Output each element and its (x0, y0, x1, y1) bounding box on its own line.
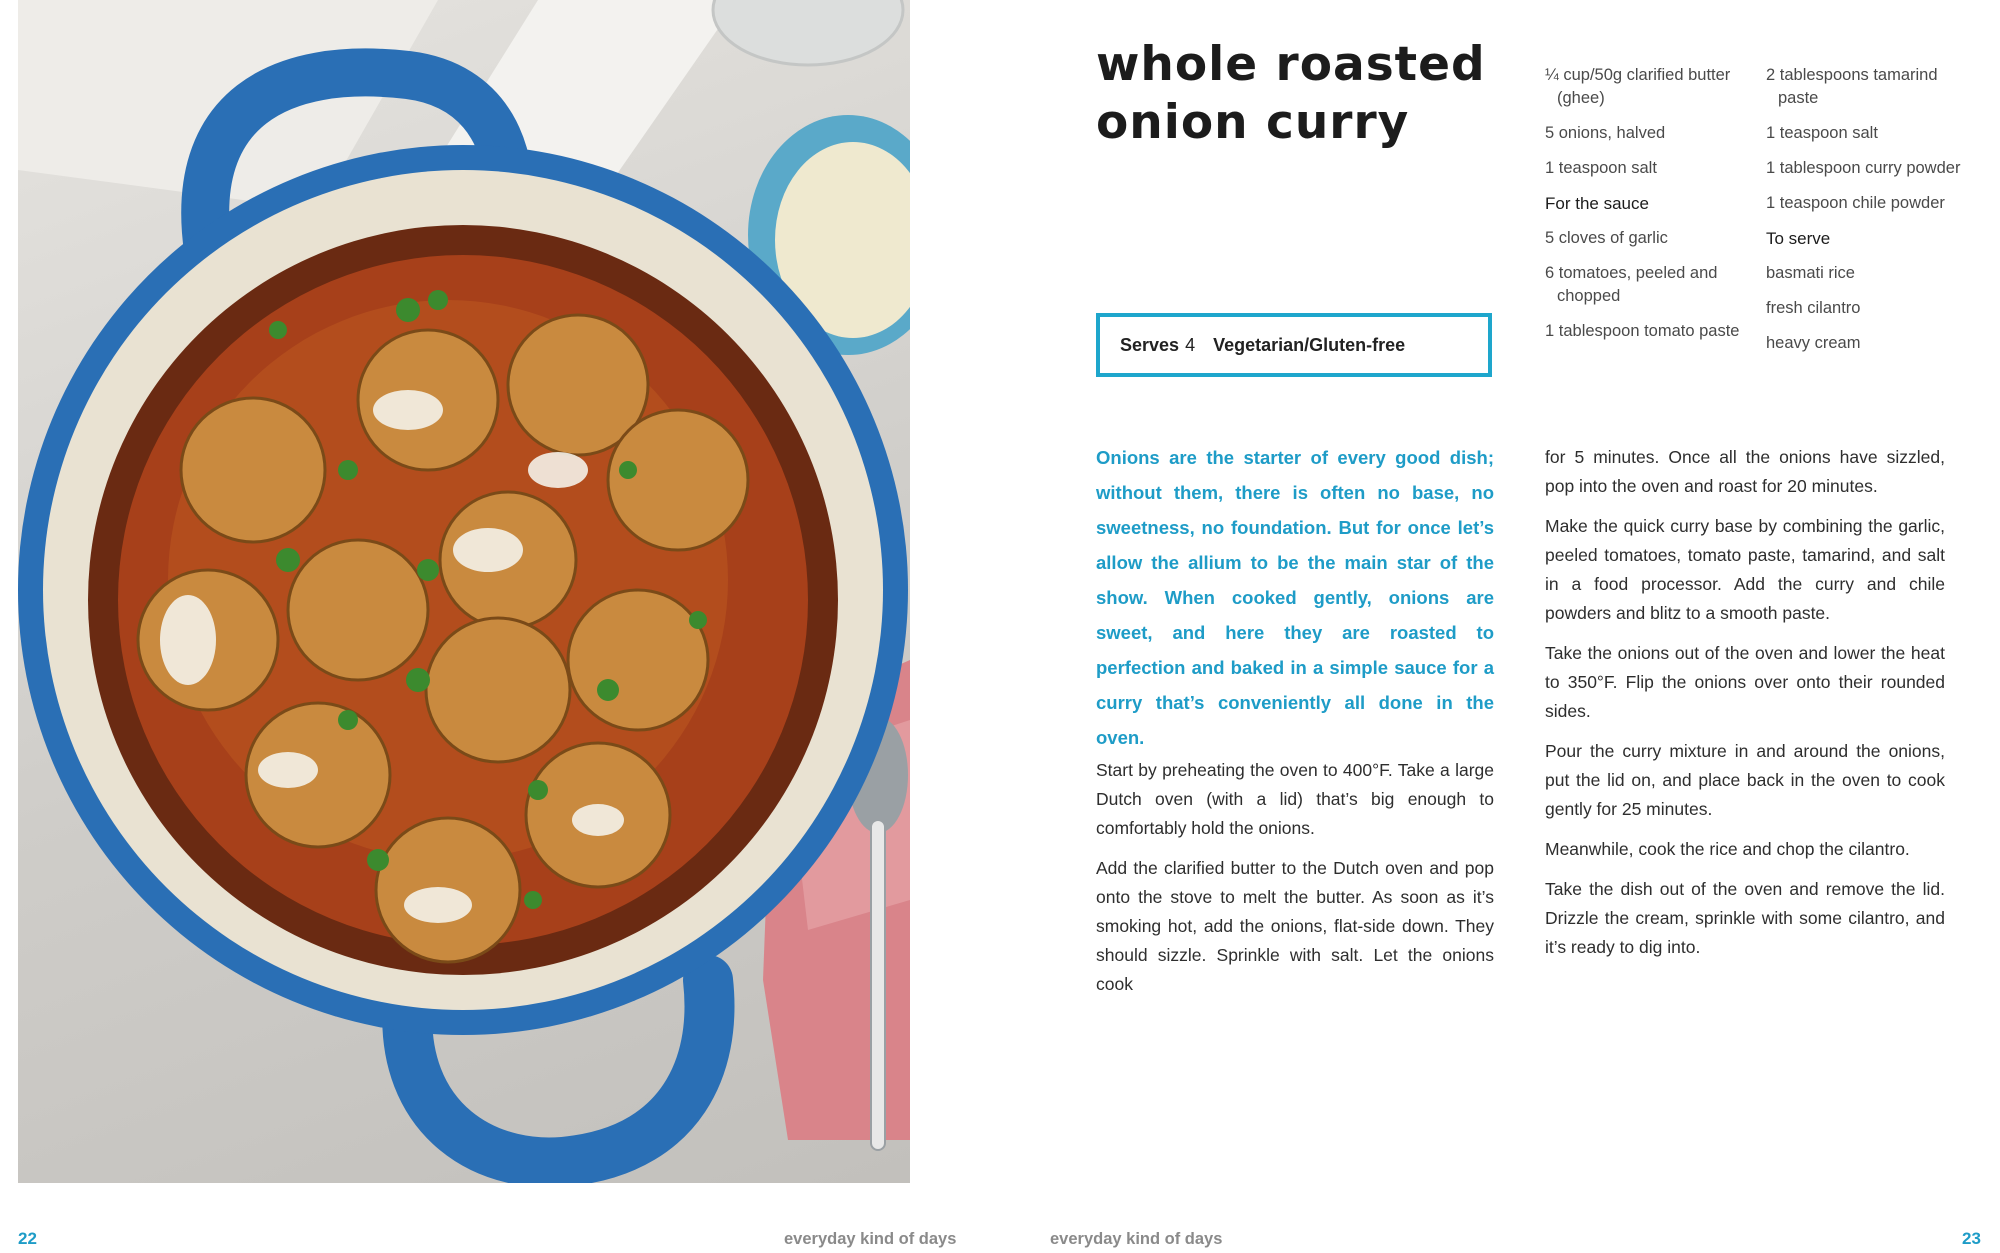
method-paragraph: for 5 minutes. Once all the onions have sizzled, pop into the oven and roast for 20 minutes. (1545, 447, 1945, 496)
serves-label: Serves (1120, 334, 1180, 355)
ingredient-item: 1 tablespoon curry powder (1766, 159, 1961, 177)
ingredient-item: 1 teaspoon chile powder (1766, 194, 1945, 212)
ingredient-item: heavy cream (1766, 334, 1861, 352)
method-left-column (1096, 756, 1494, 1010)
serves-value: 4 (1185, 334, 1196, 355)
intro-paragraph: Onions are the starter of every good dish; without them, there is often no base, no sweetness, no foundation. But for once let’s allow the allium to be the main star of the show. When cooked gently, onions are sweet, and here they are roasted to perfection and baked in a simple sauce for a curry that’s conveniently all done in the oven. (1096, 447, 1494, 748)
ingredients-column-2 (1766, 64, 1966, 367)
page-number-right: 23 (1962, 1229, 1981, 1248)
ingredient-item: 6 tomatoes, peeled and chopped (1545, 264, 1718, 305)
method-paragraph: Take the dish out of the oven and remove the lid. Drizzle the cream, sprinkle with some cilantro, and it’s ready to dig into. (1545, 879, 1945, 957)
method-paragraph: Add the clarified butter to the Dutch oven and pop onto the stove to melt the butter. As soon as it’s smoking hot, add the onions, flat-side down. They should sizzle. Sprinkle with salt. Let the onions cook (1096, 858, 1494, 994)
ingredient-item: 1 teaspoon salt (1766, 124, 1878, 142)
page-number-left: 22 (18, 1229, 37, 1248)
serves-box (1096, 313, 1492, 377)
ingredient-item: 5 onions, halved (1545, 124, 1666, 142)
recipe-title (1096, 36, 1516, 152)
method-paragraph: Pour the curry mixture in and around the onions, put the lid on, and place back in the oven to cook gently for 25 minutes. (1545, 741, 1945, 819)
method-paragraph: Meanwhile, cook the rice and chop the cilantro. (1545, 839, 1910, 859)
ingredient-item: ¼ cup/50g clarified butter (ghee) (1545, 66, 1731, 107)
method-paragraph: Start by preheating the oven to 400°F. Take a large Dutch oven (with a lid) that’s big enough to comfortably hold the onions. (1096, 760, 1494, 838)
method-paragraph: Take the onions out of the oven and lower the heat to 350°F. Flip the onions over onto their rounded sides. (1545, 643, 1945, 721)
ingredient-item: 2 tablespoons tamarind paste (1766, 66, 1938, 107)
recipe-title-line2: onion curry (1096, 95, 1410, 150)
recipe-title-line1: whole roasted (1096, 37, 1486, 92)
method-paragraph: Make the quick curry base by combining the garlic, peeled tomatoes, tomato paste, tamarind, and salt in a food processor. Add the curry and chile powders and blitz to a smooth paste. (1545, 516, 1945, 623)
ingredients-column-1 (1545, 64, 1745, 355)
ingredient-item: basmati rice (1766, 264, 1855, 282)
running-footer-right: everyday kind of days (1050, 1230, 1223, 1248)
method-right-column (1545, 443, 1945, 973)
running-footer-left: everyday kind of days (784, 1230, 957, 1248)
ingredient-item: 1 teaspoon salt (1545, 159, 1657, 177)
ingredient-item: 1 tablespoon tomato paste (1545, 322, 1740, 340)
ingredient-item: fresh cilantro (1766, 299, 1861, 317)
dish-photo (18, 0, 910, 1183)
diet-label: Vegetarian/Gluten-free (1213, 334, 1406, 355)
ingredient-item: 5 cloves of garlic (1545, 229, 1668, 247)
sauce-heading: For the sauce (1545, 194, 1649, 213)
serve-heading: To serve (1766, 229, 1831, 248)
